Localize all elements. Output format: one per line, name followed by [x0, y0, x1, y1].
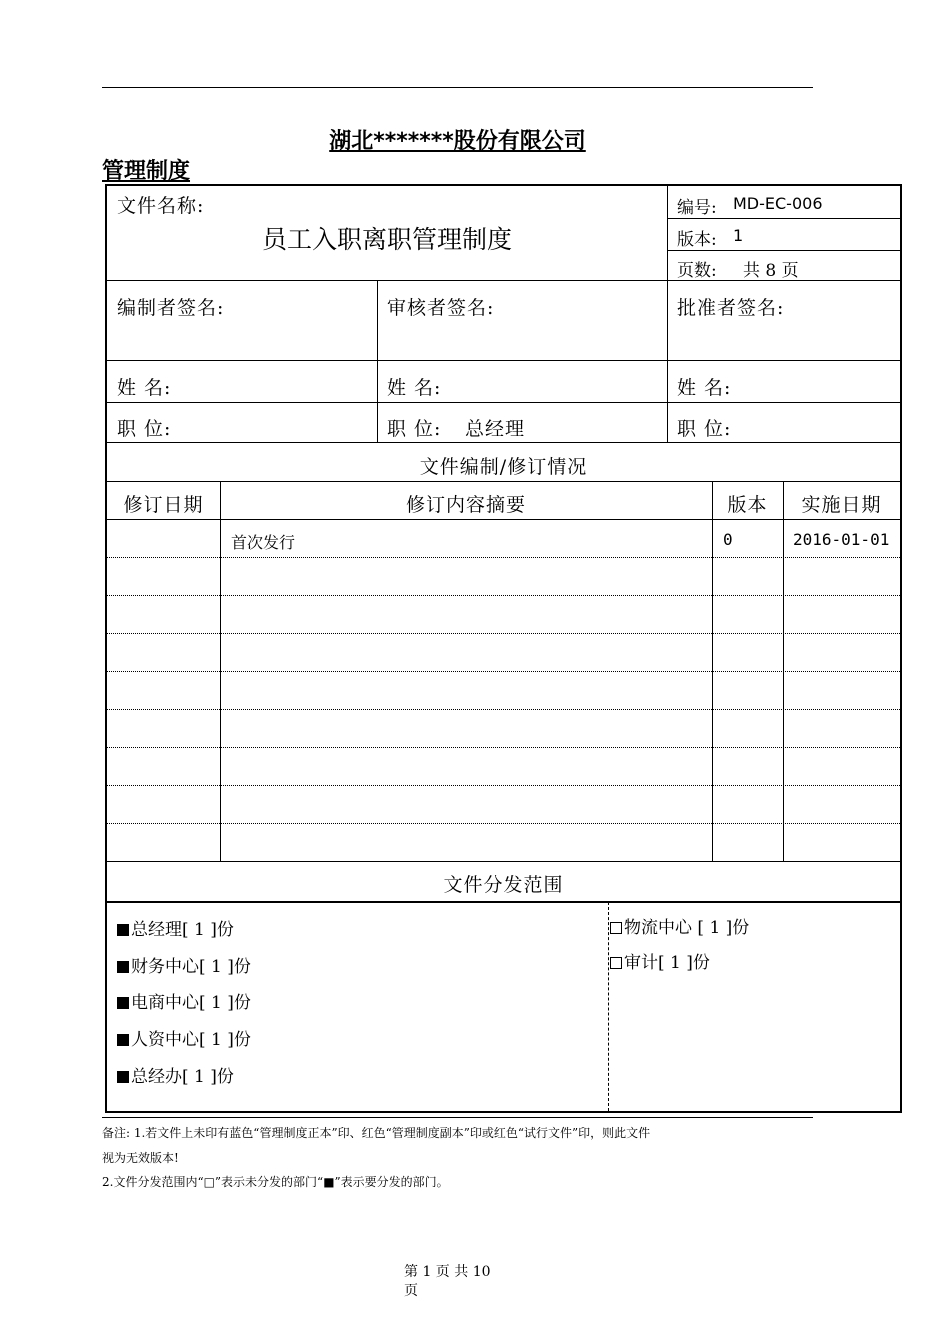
reviewer-signature-label: 审核者签名:	[387, 297, 495, 319]
distribution-section-title: 文件分发范围	[443, 874, 564, 896]
column-header-effective-date: 实施日期	[801, 494, 882, 516]
note-line-3: 2.文件分发范围内“□”表示未分发的部门“■”表示要分发的部门。	[102, 1175, 449, 1189]
author-signature-label: 编制者签名:	[117, 297, 225, 319]
distribution-item: 物流中心 [ 1 ]份	[610, 913, 749, 938]
divider	[107, 901, 900, 903]
pages-label: 页数:	[677, 261, 717, 281]
row-divider	[107, 823, 900, 824]
distribution-item: 总经办[ 1 ]份	[117, 1062, 234, 1087]
divider	[667, 218, 900, 219]
divider	[608, 902, 609, 1111]
divider	[107, 861, 900, 862]
filled-checkbox-icon	[117, 961, 129, 973]
approver-position-label: 职 位:	[677, 418, 732, 440]
author-position-label: 职 位:	[117, 418, 172, 440]
empty-checkbox-icon	[610, 922, 622, 934]
reviewer-position-label: 职 位:	[387, 418, 442, 440]
empty-checkbox-icon	[610, 957, 622, 969]
divider	[667, 250, 900, 251]
revision-row-version: 0	[723, 530, 733, 549]
row-divider	[107, 747, 900, 748]
row-divider	[107, 785, 900, 786]
divider	[107, 360, 900, 361]
row-divider	[107, 671, 900, 672]
pages-value: 共 8 页	[743, 261, 799, 281]
column-header-version: 版本	[727, 494, 768, 516]
divider	[377, 280, 378, 442]
revision-row-summary: 首次发行	[231, 533, 296, 552]
divider	[107, 481, 900, 482]
row-divider	[107, 633, 900, 634]
distribution-item: 财务中心[ 1 ]份	[117, 952, 251, 977]
divider	[107, 442, 900, 443]
divider	[667, 280, 668, 442]
row-divider	[107, 595, 900, 596]
document-form	[105, 184, 902, 1113]
reviewer-name-label: 姓 名:	[387, 377, 442, 399]
distribution-item: 电商中心[ 1 ]份	[117, 988, 251, 1013]
header-rule	[102, 87, 813, 88]
column-header-summary: 修订内容摘要	[405, 494, 526, 516]
company-name: 湖北*******股份有限公司	[329, 129, 586, 154]
revision-section-title: 文件编制/修订情况	[419, 456, 588, 478]
page-number: 第 1 页 共 10	[404, 1264, 491, 1280]
reviewer-position-value: 总经理	[465, 418, 526, 440]
version-value: 1	[733, 226, 744, 245]
divider	[107, 519, 900, 520]
row-divider	[107, 557, 900, 558]
row-divider	[107, 709, 900, 710]
document-category: 管理制度	[102, 159, 191, 184]
column-header-revision-date: 修订日期	[123, 494, 204, 516]
filled-checkbox-icon	[117, 997, 129, 1009]
approver-name-label: 姓 名:	[677, 377, 732, 399]
note-line-2: 视为无效版本!	[102, 1151, 179, 1165]
number-value: MD-EC-006	[733, 194, 823, 213]
revision-row-effective-date: 2016-01-01	[793, 530, 890, 549]
approver-signature-label: 批准者签名:	[677, 297, 785, 319]
divider	[667, 186, 668, 280]
author-name-label: 姓 名:	[117, 377, 172, 399]
page-number-suffix: 页	[404, 1283, 418, 1299]
notes-rule	[102, 1117, 813, 1118]
version-label: 版本:	[677, 230, 717, 250]
filled-checkbox-icon	[117, 1034, 129, 1046]
divider	[107, 402, 900, 403]
distribution-item: 总经理[ 1 ]份	[117, 915, 234, 940]
distribution-item: 人资中心[ 1 ]份	[117, 1025, 251, 1050]
file-name-label: 文件名称:	[117, 195, 205, 217]
filled-checkbox-icon	[117, 1071, 129, 1083]
file-title: 员工入职离职管理制度	[261, 225, 512, 254]
distribution-item: 审计[ 1 ]份	[610, 948, 710, 973]
number-label: 编号:	[677, 198, 717, 218]
filled-checkbox-icon	[117, 924, 129, 936]
note-line-1: 备注: 1.若文件上未印有蓝色“管理制度正本”印、红色“管理制度副本”印或红色“试行文件”印，则此文件	[102, 1126, 651, 1140]
